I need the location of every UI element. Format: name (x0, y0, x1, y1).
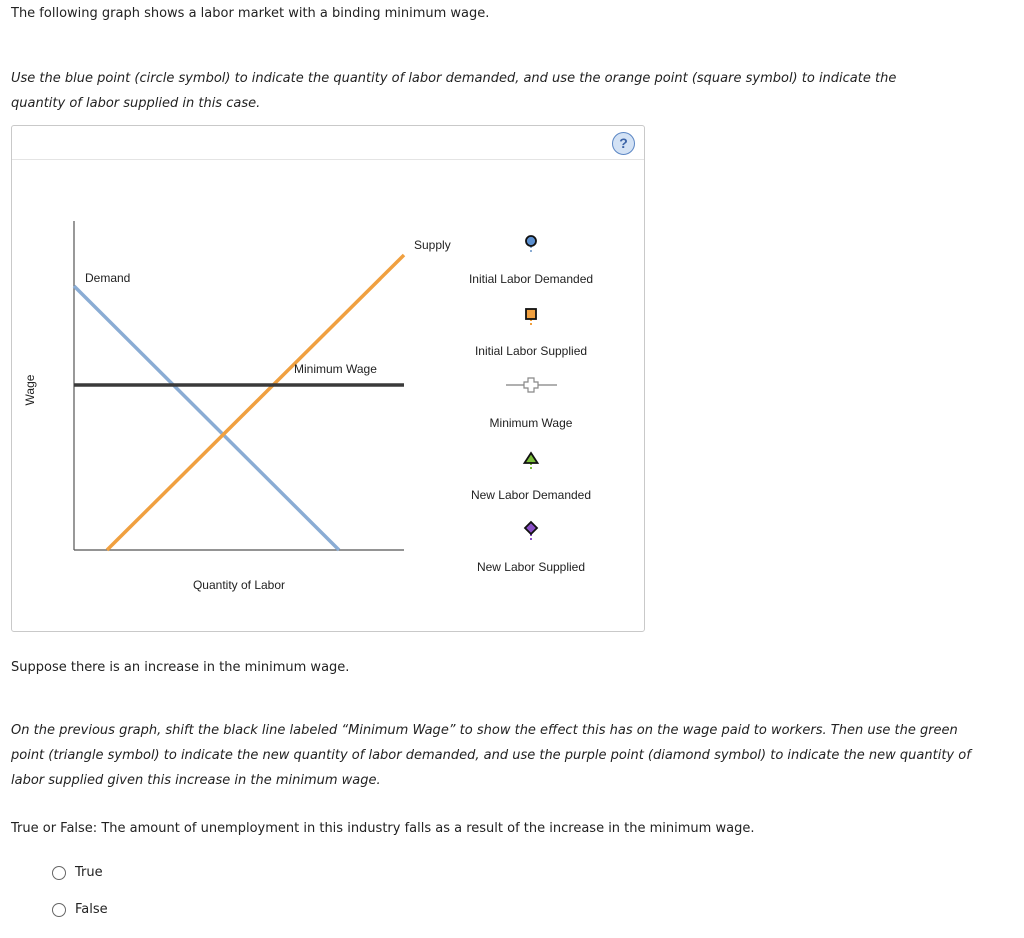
legend-label-new-labor-supplied: New Labor Supplied (476, 560, 586, 574)
instruction-2: On the previous graph, shift the black line labeled “Minimum Wage” to show the effect this has on the wage paid to workers. Then use the green point (triangle symbol) to indicate the new quantity of labor demanded, and use the purple point (diamond symbol) to indicate the new quantity of labor supplied given this increase in the minimum wage. (11, 723, 971, 788)
radio-true[interactable] (52, 866, 66, 880)
graph-panel (11, 125, 645, 632)
legend-label-initial-labor-demanded: Initial Labor Demanded (468, 272, 594, 286)
option-true[interactable] (52, 865, 103, 880)
legend-label-initial-labor-supplied: Initial Labor Supplied (474, 344, 588, 358)
legend-label-new-labor-demanded: New Labor Demanded (470, 488, 592, 502)
diamond-icon[interactable] (525, 522, 537, 542)
square-icon[interactable] (526, 309, 536, 326)
demand-label: Demand (85, 271, 131, 285)
minimum-wage-label: Minimum Wage (294, 362, 377, 376)
x-axis-label: Quantity of Labor (192, 578, 286, 592)
option-true-label: True (75, 865, 103, 880)
triangle-icon[interactable] (525, 453, 538, 470)
option-false[interactable] (52, 902, 108, 917)
circle-icon[interactable] (526, 236, 536, 254)
radio-false[interactable] (52, 903, 66, 917)
labor-market-graph (12, 126, 644, 631)
supply-curve (107, 255, 404, 550)
legend-label-minimum-wage: Minimum Wage (489, 416, 573, 430)
demand-curve (74, 286, 339, 550)
supply-label: Supply (414, 238, 451, 252)
help-icon[interactable]: ? (612, 132, 635, 155)
suppose-text: Suppose there is an increase in the minimum wage. (11, 660, 350, 675)
instruction-1: Use the blue point (circle symbol) to indicate the quantity of labor demanded, and use the orange point (square symbol) to indicate the quantity of labor supplied in this case. (11, 71, 897, 111)
intro-text: The following graph shows a labor market with a binding minimum wage. (11, 6, 490, 21)
option-false-label: False (75, 902, 108, 917)
question-text: True or False: The amount of unemployment in this industry falls as a result of the increase in the minimum wage. (11, 821, 755, 836)
y-axis-label: Wage (23, 374, 37, 406)
plus-line-icon[interactable] (506, 378, 557, 392)
